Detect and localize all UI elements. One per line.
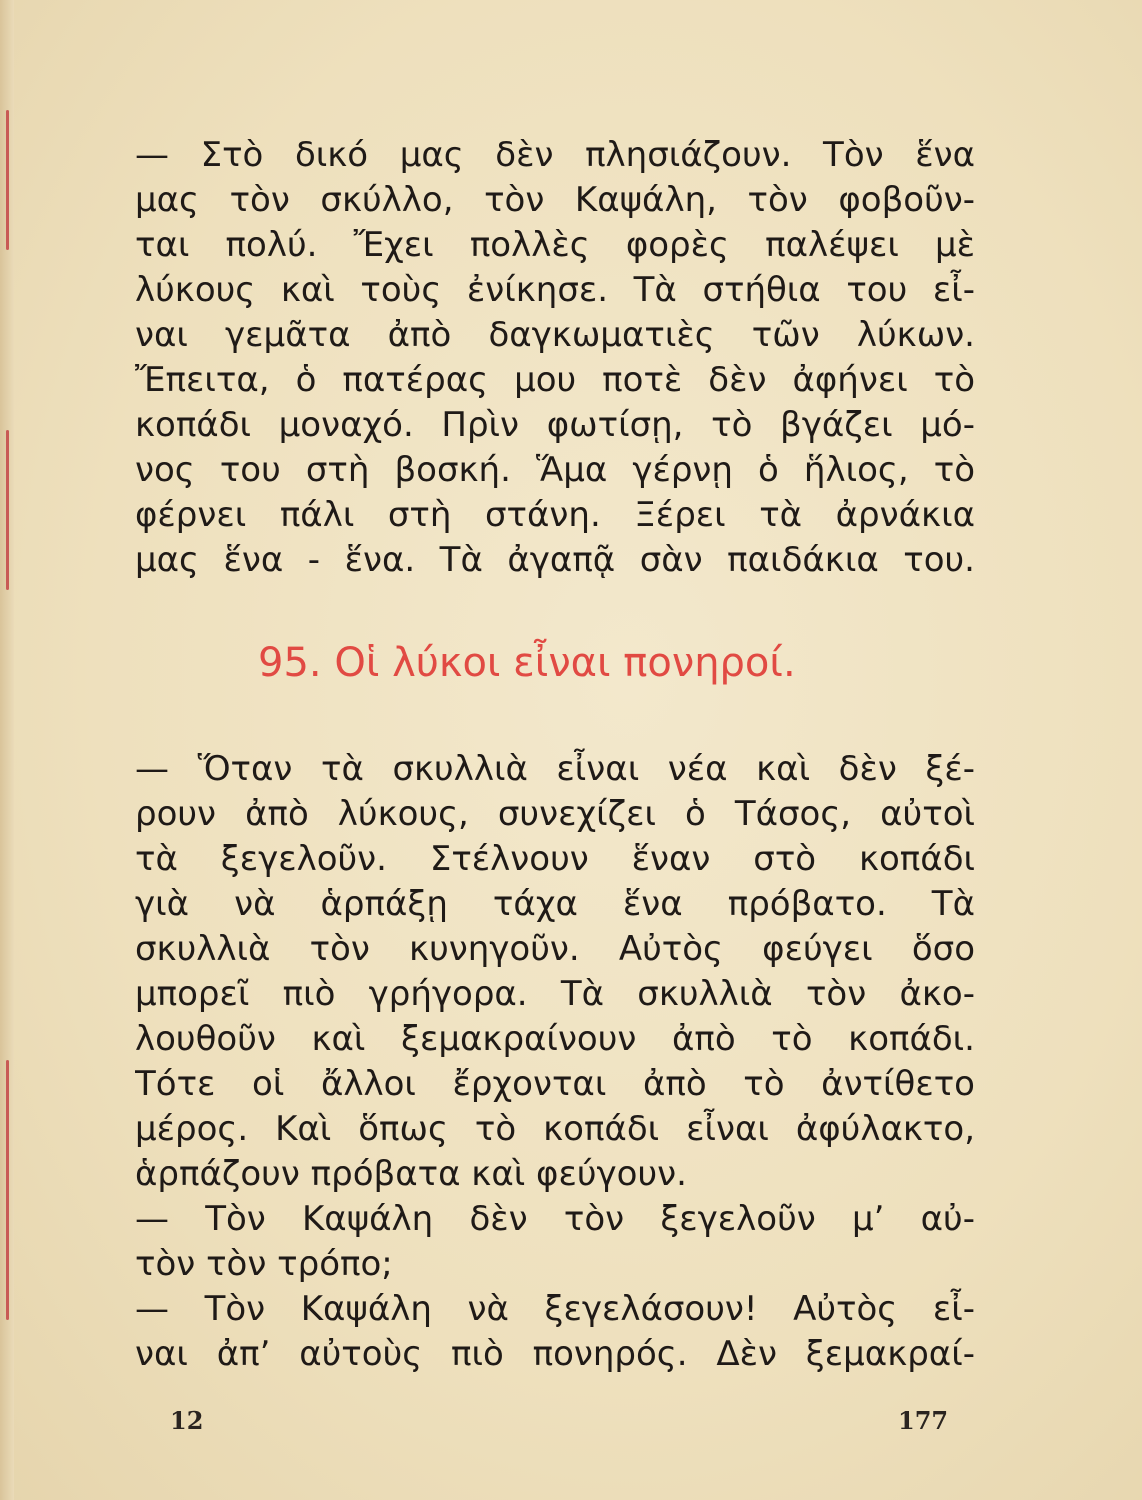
text-line: μπορεῖ πιὸ γρήγορα. Τὰ σκυλλιὰ τὸν ἀκο- bbox=[135, 974, 975, 1014]
text-line: γιὰ νὰ ἁρπάξῃ τάχα ἕνα πρόβατο. Τὰ bbox=[135, 884, 975, 924]
text-line: ἁρπάζουν πρόβατα καὶ φεύγουν. bbox=[135, 1154, 687, 1194]
binding-thread bbox=[6, 1060, 9, 1320]
text-line: Τότε οἱ ἄλλοι ἔρχονται ἀπὸ τὸ ἀντίθετο bbox=[135, 1064, 975, 1104]
text-line: τὰ ξεγελοῦν. Στέλνουν ἕναν στὸ κοπάδι bbox=[135, 839, 975, 879]
text-line: λουθοῦν καὶ ξεμακραίνουν ἀπὸ τὸ κοπάδι. bbox=[135, 1019, 975, 1059]
text-line: — Ὅταν τὰ σκυλλιὰ εἶναι νέα καὶ δὲν ξέ- bbox=[135, 749, 975, 789]
paragraph-2 bbox=[135, 747, 975, 1377]
text-line: ρουν ἀπὸ λύκους, συνεχίζει ὁ Τάσος, αὐτοὶ bbox=[135, 794, 975, 834]
text-line: λύκους καὶ τοὺς ἐνίκησε. Τὰ στήθια του εἶ- bbox=[135, 270, 975, 310]
binding-thread bbox=[6, 110, 9, 250]
signature-mark: 12 bbox=[170, 1406, 204, 1435]
text-line: — Στὸ δικό μας δὲν πλησιάζουν. Τὸν ἕνα bbox=[135, 135, 975, 175]
text-line: μας τὸν σκύλλο, τὸν Καψάλη, τὸν φοβοῦν- bbox=[135, 180, 975, 220]
text-line: τὸν τὸν τρόπο; bbox=[135, 1244, 393, 1284]
text-line: — Τὸν Καψάλη δὲν τὸν ξεγελοῦν μ’ αὐ- bbox=[135, 1199, 975, 1239]
text-line: ναι ἀπ’ αὐτοὺς πιὸ πονηρός. Δὲν ξεμακραί- bbox=[135, 1334, 975, 1374]
text-line: φέρνει πάλι στὴ στάνη. Ξέρει τὰ ἀρνάκια bbox=[135, 495, 975, 535]
binding-thread bbox=[6, 430, 9, 590]
page-number: 177 bbox=[898, 1406, 949, 1435]
text-line: — Τὸν Καψάλη νὰ ξεγελάσουν! Αὐτὸς εἶ- bbox=[135, 1289, 975, 1329]
section-heading: 95. Οἱ λύκοι εἶναι πονηροί. bbox=[258, 640, 796, 686]
text-line: Ἔπειτα, ὁ πατέρας μου ποτὲ δὲν ἀφήνει τὸ bbox=[135, 360, 975, 400]
text-line: ται πολύ. Ἔχει πολλὲς φορὲς παλέψει μὲ bbox=[135, 225, 975, 265]
text-line: μέρος. Καὶ ὅπως τὸ κοπάδι εἶναι ἀφύλακτο, bbox=[135, 1109, 975, 1149]
text-line: νος του στὴ βοσκή. Ἅμα γέρνῃ ὁ ἥλιος, τὸ bbox=[135, 450, 975, 490]
page-binding-edge bbox=[0, 0, 14, 1500]
text-line: ναι γεμᾶτα ἀπὸ δαγκωματιὲς τῶν λύκων. bbox=[135, 315, 975, 355]
paragraph-1 bbox=[135, 133, 975, 583]
text-line: κοπάδι μοναχό. Πρὶν φωτίσῃ, τὸ βγάζει μό- bbox=[135, 405, 975, 445]
text-line: σκυλλιὰ τὸν κυνηγοῦν. Αὐτὸς φεύγει ὅσο bbox=[135, 929, 975, 969]
text-line: μας ἕνα - ἕνα. Τὰ ἀγαπᾷ σὰν παιδάκια του. bbox=[135, 540, 975, 580]
